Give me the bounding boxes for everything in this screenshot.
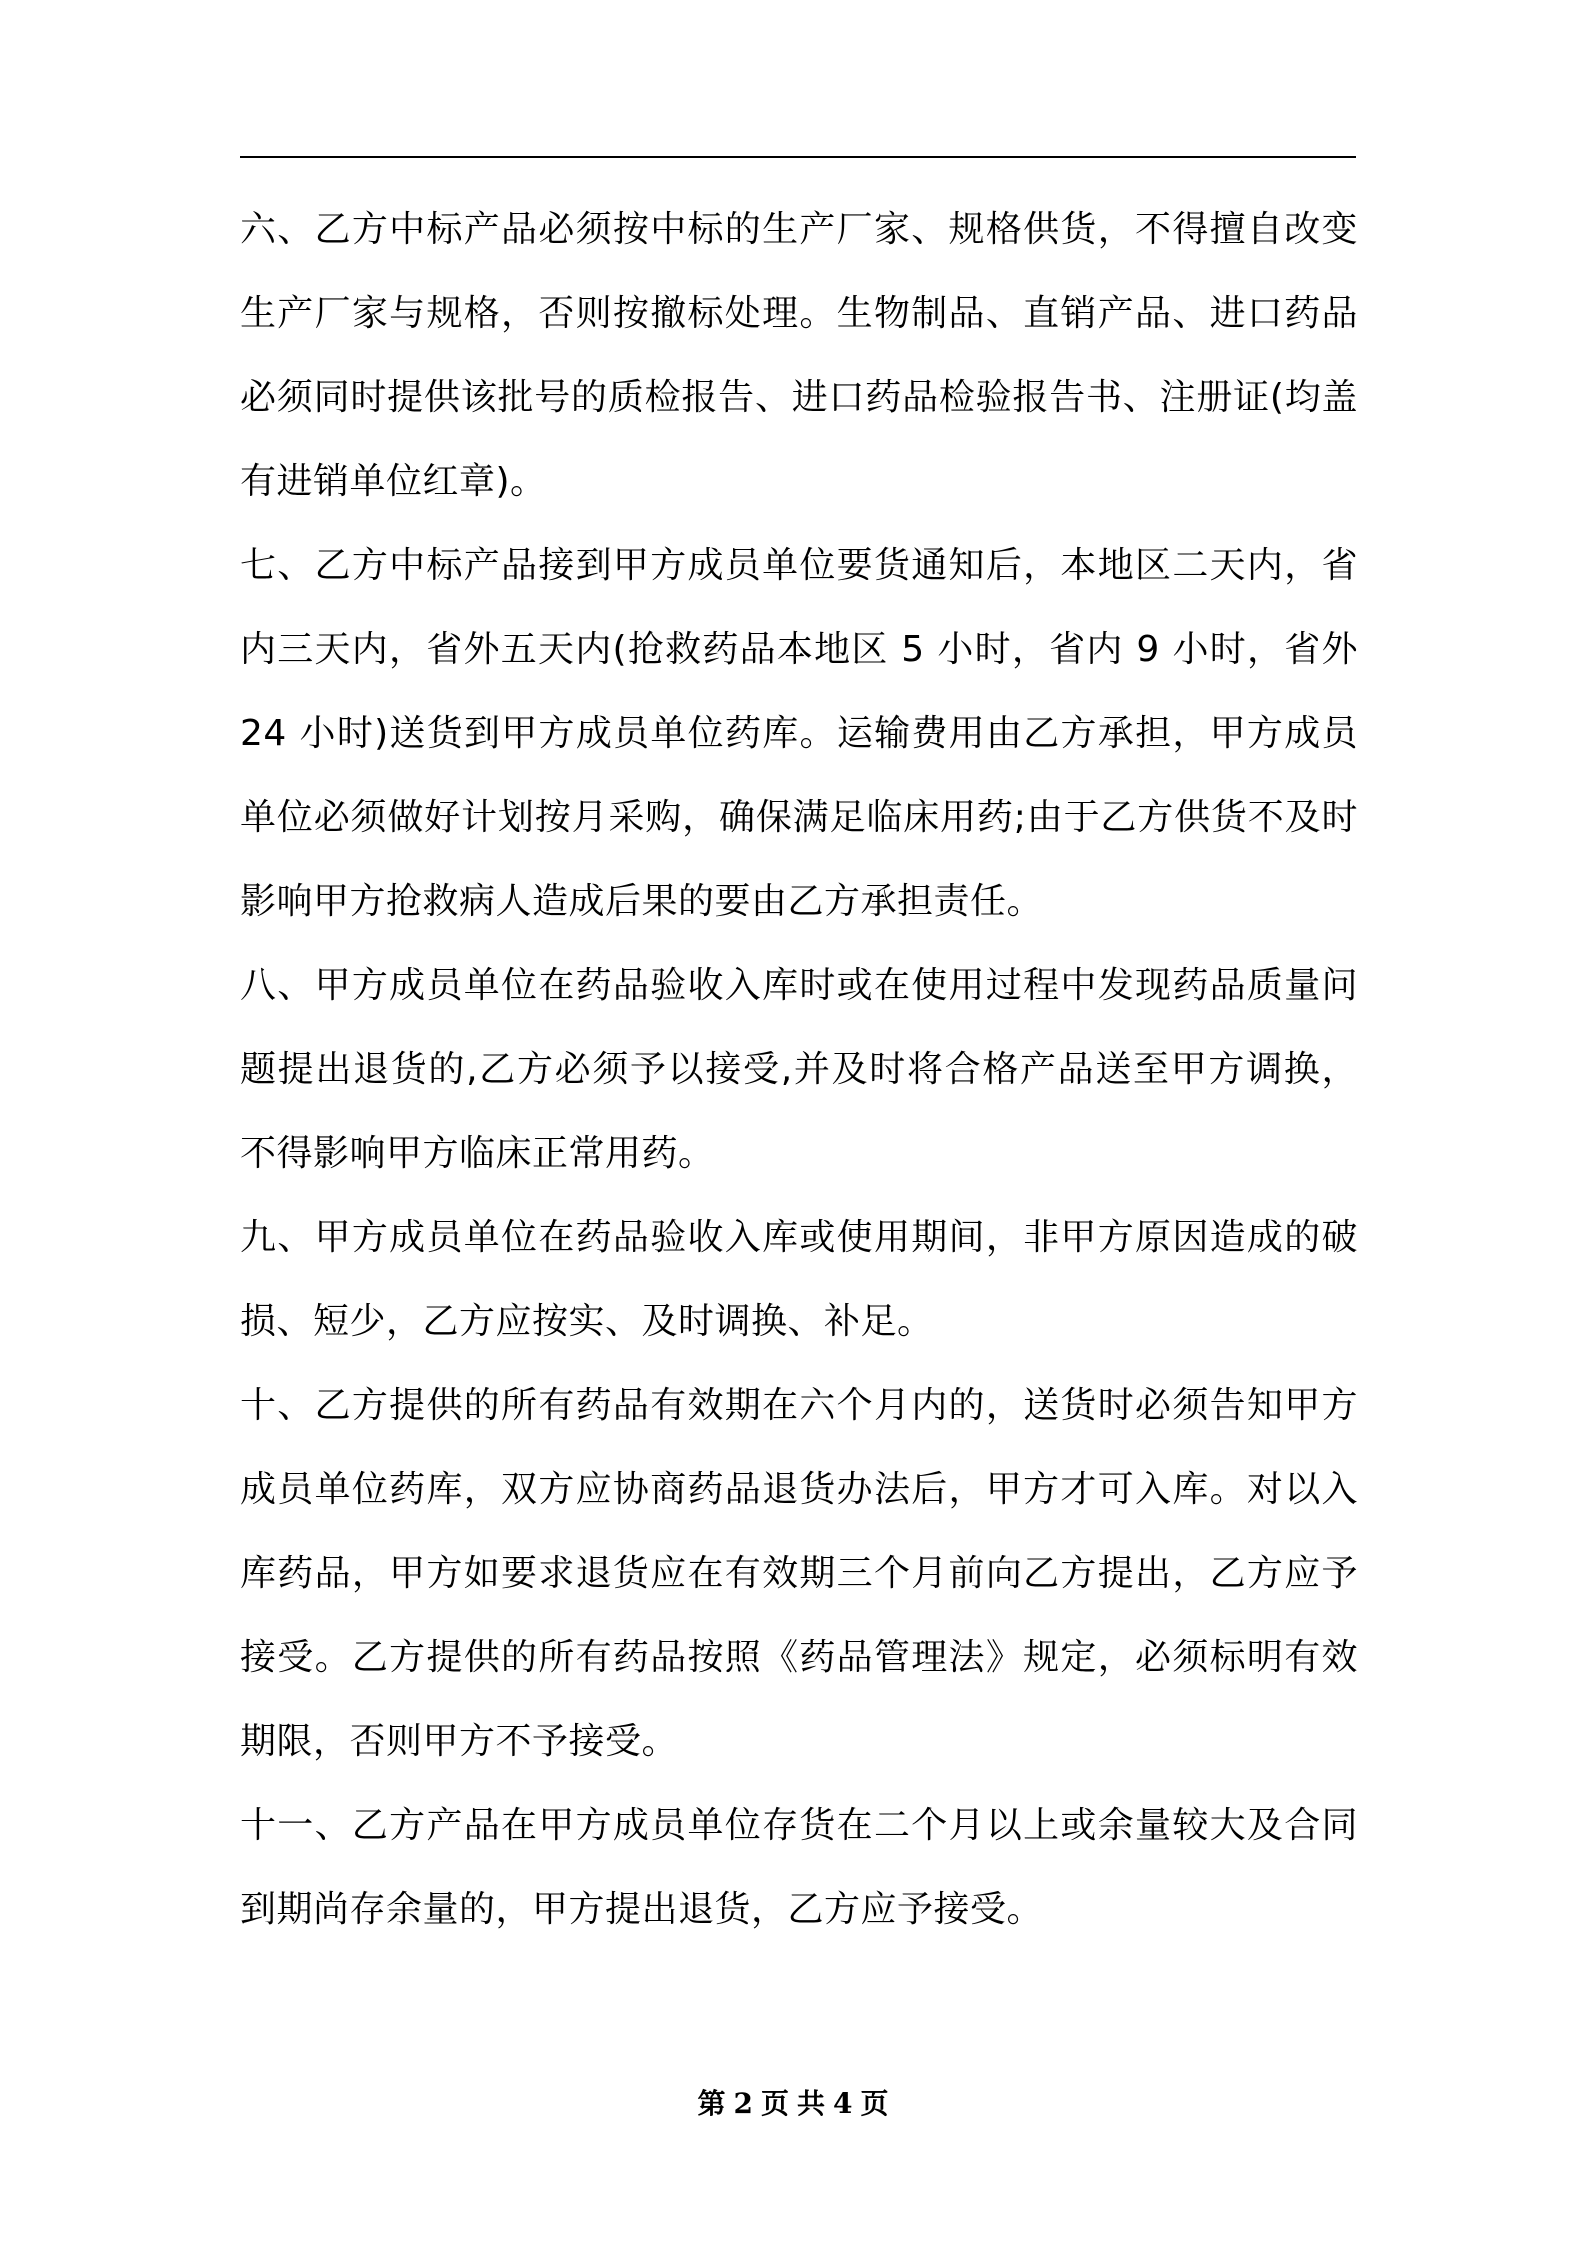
header-rule <box>240 156 1356 158</box>
footer-current-page: 2 <box>733 2087 753 2120</box>
clause-9: 九、甲方成员单位在药品验收入库或使用期间，非甲方原因造成的破损、短少，乙方应按实、及时调换、补足。 <box>240 1217 1358 1342</box>
page-footer <box>0 2084 1586 2124</box>
clause-10: 十、乙方提供的所有药品有效期在六个月内的，送货时必须告知甲方成员单位药库，双方应协商药品退货办法后，甲方才可入库。对以入库药品，甲方如要求退货应在有效期三个月前向乙方提出，乙方应予接受。乙方提供的所有药品按照《药品管理法》规定，必须标明有效期限，否则甲方不予接受。 <box>240 1385 1358 1762</box>
footer-page-prefix: 第 <box>697 2087 726 2120</box>
clause-6: 六、乙方中标产品必须按中标的生产厂家、规格供货，不得擅自改变生产厂家与规格，否则按撤标处理。生物制品、直销产品、进口药品必须同时提供该批号的质检报告、进口药品检验报告书、注册证(均盖有进销单位红章)。 <box>240 209 1358 502</box>
footer-total-suffix: 页 <box>860 2087 889 2120</box>
clause-11: 十一、乙方产品在甲方成员单位存货在二个月以上或余量较大及合同到期尚存余量的，甲方提出退货，乙方应予接受。 <box>240 1805 1358 1930</box>
footer-total-prefix: 共 <box>797 2087 826 2120</box>
clause-7: 七、乙方中标产品接到甲方成员单位要货通知后，本地区二天内，省内三天内，省外五天内(抢救药品本地区 5 小时，省内 9 小时，省外 24 小时)送货到甲方成员单位药库。运输费用由乙方承担，甲方成员单位必须做好计划按月采购，确保满足临床用药;由于乙方供货不及时影响甲方抢救病人造成后果的要由乙方承担责任。 <box>240 545 1358 922</box>
footer-page-word: 页 <box>760 2087 789 2120</box>
clause-8: 八、甲方成员单位在药品验收入库时或在使用过程中发现药品质量问题提出退货的,乙方必须予以接受,并及时将合格产品送至甲方调换，不得影响甲方临床正常用药。 <box>240 965 1358 1174</box>
document-body <box>240 188 1358 1952</box>
footer-total-pages: 4 <box>833 2087 853 2120</box>
